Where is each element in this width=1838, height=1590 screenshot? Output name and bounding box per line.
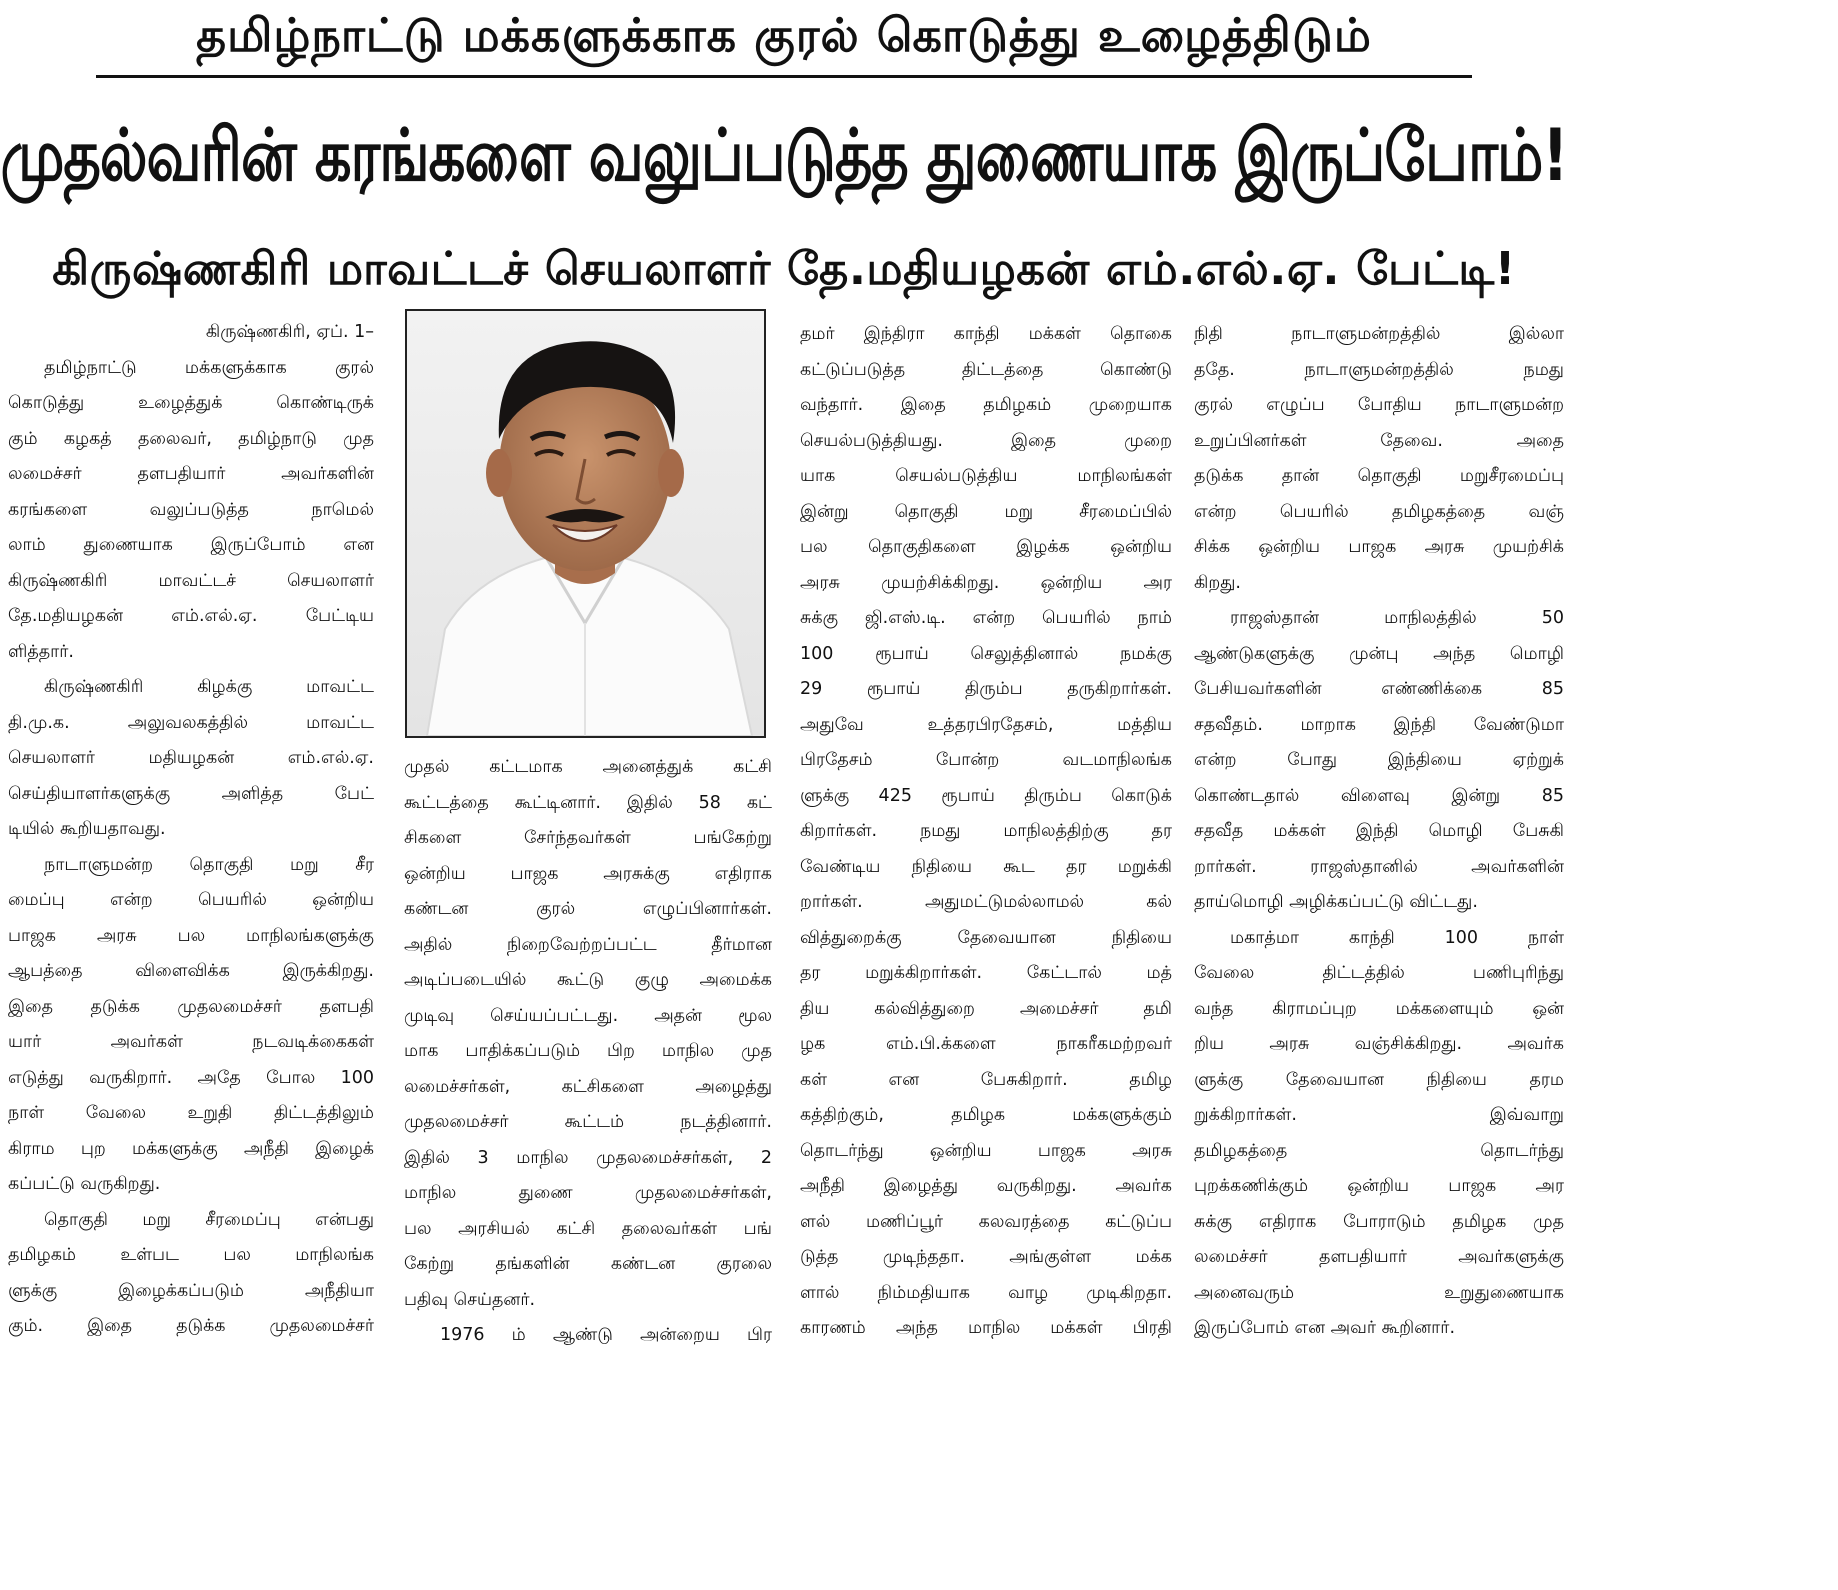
article-line: தடுக்க தான் தொகுதி மறுசீரமைப்பு [1194, 466, 1564, 486]
article-line: முடிவு செய்யப்பட்டது. அதன் மூல [404, 1005, 772, 1026]
article-line: அடிப்படையில் கூட்டு குழு அமைக்க [404, 970, 772, 990]
article-line: றார்கள். ராஜஸ்தானில் அவர்களின் [1194, 856, 1564, 877]
article-line: லமைச்சர் தளபதியார் அவர்களின் [8, 464, 374, 484]
article-line: சதவீதம். மாறாக இந்தி வேண்டுமா [1194, 714, 1564, 735]
article-line: முதல் கட்டமாக அனைத்துக் கட்சி [404, 757, 772, 777]
article-line: மகாத்மா காந்தி 100 நாள் [1230, 927, 1564, 948]
article-line: சிகளை சேர்ந்தவர்கள் பங்கேற்று [404, 828, 772, 848]
article-line: வேலை திட்டத்தில் பணிபுரிந்து [1194, 963, 1564, 983]
article-line: கும். இதை தடுக்க முதலமைச்சர் [8, 1316, 374, 1336]
article-line: றுக்கிறார்கள். இவ்வாறு [1194, 1105, 1564, 1125]
article-line: காரணம் அந்த மாநில மக்கள் பிரதி [800, 1318, 1172, 1338]
article-column-2 [404, 750, 772, 1354]
kicker-headline: தமிழ்நாட்டு மக்களுக்காக குரல் கொடுத்து உழைத்திடும் [196, 8, 1372, 62]
article-line: ளால் நிம்மதியாக வாழ முடிகிறதா. [800, 1282, 1172, 1303]
article-line: தமிழகம் உள்பட பல மாநிலங்க [8, 1245, 374, 1265]
article-line: லமைச்சர்கள், கட்சிகளை அழைத்து [404, 1076, 772, 1097]
article-line: 29 ரூபாய் திரும்ப தருகிறார்கள். [800, 679, 1172, 699]
article-line: திய கல்வித்துறை அமைச்சர் தமி [800, 998, 1172, 1019]
article-line: கட்டுப்படுத்த திட்டத்தை கொண்டு [800, 359, 1172, 380]
article-line: தமிழ்நாட்டு மக்களுக்காக குரல் [44, 357, 374, 378]
article-line: ராஜஸ்தான் மாநிலத்தில் 50 [1230, 608, 1564, 628]
article-line: டுத்த முடிந்ததா. அங்குள்ள மக்க [800, 1247, 1172, 1267]
article-line: வந்தார். இதை தமிழகம் முறையாக [800, 395, 1172, 415]
article-line: பல தொகுதிகளை இழக்க ஒன்றிய [800, 537, 1172, 557]
portrait-photo [405, 309, 766, 738]
article-line: றார்கள். அதுமட்டுமல்லாமல் கல் [800, 892, 1172, 912]
article-line: முதலமைச்சர் கூட்டம் நடத்தினார். [404, 1112, 772, 1132]
article-line: கொடுத்து உழைத்துக் கொண்டிருக் [8, 393, 374, 413]
article-line: ஒன்றிய பாஜக அரசுக்கு எதிராக [404, 863, 772, 884]
article-line: சுக்கு எதிராக போராடும் தமிழக முத [1194, 1211, 1564, 1232]
article-line: ளித்தார். [8, 641, 74, 662]
article-line: வேண்டிய நிதியை கூட தர மறுக்கி [800, 856, 1172, 877]
article-line: தொடர்ந்து ஒன்றிய பாஜக அரசு [800, 1140, 1172, 1161]
article-line: கேற்று தங்களின் கண்டன குரலை [404, 1254, 772, 1274]
article-line: என்ற பெயரில் தமிழகத்தை வஞ் [1194, 501, 1564, 522]
article-line: தர மறுக்கிறார்கள். கேட்டால் மத் [800, 963, 1172, 983]
article-line: நாள் வேலை உறுதி திட்டத்திலும் [8, 1103, 374, 1123]
article-column-3 [800, 317, 1172, 1347]
article-line: உறுப்பினர்கள் தேவை. அதை [1194, 430, 1564, 451]
article-line: பாஜக அரசு பல மாநிலங்களுக்கு [8, 925, 374, 946]
article-line: ஆபத்தை விளைவிக்க இருக்கிறது. [8, 961, 374, 981]
article-line: கப்பட்டு வருகிறது. [8, 1174, 161, 1194]
article-line: சிக்க ஒன்றிய பாஜக அரசு முயற்சிக் [1194, 537, 1564, 557]
article-line: தமிழகத்தை தொடர்ந்து [1194, 1140, 1564, 1161]
article-line: ததே. நாடாளுமன்றத்தில் நமது [1194, 359, 1564, 380]
article-line: டியில் கூறியதாவது. [8, 819, 166, 839]
article-line: கத்திற்கும், தமிழக மக்களுக்கும் [800, 1105, 1172, 1125]
article-line: செய்தியாளர்களுக்கு அளித்த பேட் [8, 783, 374, 804]
article-line: மாக பாதிக்கப்படும் பிற மாநில முத [404, 1041, 772, 1061]
article-line: அதில் நிறைவேற்றப்பட்ட தீர்மான [404, 934, 772, 955]
dateline: கிருஷ்ணகிரி, ஏப். 1– [205, 322, 374, 342]
article-line: ளல் மணிப்பூர் கலவரத்தை கட்டுப்ப [800, 1211, 1172, 1232]
article-line: சுக்கு ஜி.எஸ்.டி. என்ற பெயரில் நாம் [800, 608, 1172, 628]
article-line: லாம் துணையாக இருப்போம் என [8, 535, 374, 555]
article-line: மாநில துணை முதலமைச்சர்கள், [404, 1183, 772, 1203]
article-line: தே.மதியழகன் எம்.எல்.ஏ. பேட்டிய [8, 606, 374, 626]
article-line: புறக்கணிக்கும் ஒன்றிய பாஜக அர [1194, 1176, 1564, 1196]
article-line: குரல் எழுப்ப போதிய நாடாளுமன்ற [1194, 395, 1564, 415]
article-line: இதை தடுக்க முதலமைச்சர் தளபதி [8, 996, 374, 1017]
article-line: இருப்போம் என அவர் கூறினார். [1194, 1318, 1456, 1338]
article-line: பல அரசியல் கட்சி தலைவர்கள் பங் [404, 1218, 772, 1239]
article-line: மைப்பு என்ற பெயரில் ஒன்றிய [8, 890, 374, 910]
article-line: சதவீத மக்கள் இந்தி மொழி பேசுகி [1194, 821, 1564, 841]
sub-headline: கிருஷ்ணகிரி மாவட்டச் செயலாளர் தே.மதியழகன் எம்.எல்.ஏ. பேட்டி! [52, 242, 1516, 295]
article-line: கிறது. [1194, 572, 1241, 593]
article-line: செயல்படுத்தியது. இதை முறை [800, 430, 1172, 451]
article-line: இன்று தொகுதி மறு சீரமைப்பில் [800, 501, 1172, 522]
article-line: லமைச்சர் தளபதியார் அவர்களுக்கு [1194, 1247, 1564, 1267]
article-line: கிருஷ்ணகிரி மாவட்டச் செயலாளர் [8, 570, 374, 591]
article-line: அநீதி இழைத்து வருகிறது. அவர்க [800, 1176, 1172, 1196]
article-line: ஆண்டுகளுக்கு முன்பு அந்த மொழி [1194, 643, 1564, 664]
article-line: ளுக்கு இழைக்கப்படும் அநீதியா [8, 1280, 374, 1301]
person-portrait-icon [407, 311, 764, 736]
article-line: வந்த கிராமப்புற மக்களையும் ஒன் [1194, 998, 1564, 1019]
article-line: வித்துறைக்கு தேவையான நிதியை [800, 927, 1172, 948]
article-column-1 [8, 315, 374, 1345]
article-line: நிதி நாடாளுமன்றத்தில் இல்லா [1194, 324, 1564, 344]
main-headline: முதல்வரின் கரங்களை வலுப்படுத்த துணையாக இருப்போம்! [0, 113, 1568, 198]
article-line: பதிவு செய்தனர். [404, 1289, 536, 1310]
article-line: எடுத்து வருகிறார். அதே போல 100 [8, 1067, 374, 1088]
article-line: கரங்களை வலுப்படுத்த நாமெல் [8, 499, 374, 520]
article-line: கிராம புற மக்களுக்கு அநீதி இழைக் [8, 1138, 374, 1159]
article-line: பேசியவர்களின் எண்ணிக்கை 85 [1194, 679, 1564, 699]
kicker-rule [96, 75, 1472, 78]
article-line: தமர் இந்திரா காந்தி மக்கள் தொகை [800, 324, 1172, 344]
article-line: கிருஷ்ணகிரி கிழக்கு மாவட்ட [44, 677, 374, 697]
article-line: றிய அரசு வஞ்சிக்கிறது. அவர்க [1194, 1034, 1564, 1054]
article-line: பிரதேசம் போன்ற வடமாநிலங்க [800, 750, 1172, 770]
article-line: அரசு முயற்சிக்கிறது. ஒன்றிய அர [800, 572, 1172, 593]
article-line: 100 ரூபாய் செலுத்தினால் நமக்கு [800, 643, 1172, 664]
article-line: ளுக்கு 425 ரூபாய் திரும்ப கொடுக் [800, 785, 1172, 806]
article-line: நாடாளுமன்ற தொகுதி மறு சீர [44, 854, 374, 875]
article-line: கள் என பேசுகிறார். தமிழ [800, 1069, 1172, 1090]
article-line: 1976 ம் ஆண்டு அன்றைய பிர [440, 1325, 772, 1345]
article-line: ளுக்கு தேவையான நிதியை தரம [1194, 1069, 1564, 1090]
article-line: தி.மு.க. அலுவலகத்தில் மாவட்ட [8, 712, 374, 733]
article-line: கண்டன குரல் எழுப்பினார்கள். [404, 899, 772, 919]
article-line: இதில் 3 மாநில முதலமைச்சர்கள், 2 [404, 1147, 772, 1168]
article-line: ழக எம்.பி.க்களை நாகரீகமற்றவர் [800, 1034, 1172, 1054]
article-line: யார் அவர்கள் நடவடிக்கைகள் [8, 1032, 374, 1052]
article-line: தொகுதி மறு சீரமைப்பு என்பது [44, 1209, 374, 1230]
article-line: அதுவே உத்தரபிரதேசம், மத்திய [800, 714, 1172, 735]
article-line: செயலாளர் மதியழகன் எம்.எல்.ஏ. [8, 748, 374, 768]
article-column-4 [1194, 317, 1564, 1347]
article-line: கும் கழகத் தலைவர், தமிழ்நாடு முத [8, 428, 374, 449]
article-line: தாய்மொழி அழிக்கப்பட்டு விட்டது. [1194, 892, 1478, 912]
article-line: யாக செயல்படுத்திய மாநிலங்கள் [800, 466, 1172, 486]
article-line: கொண்டதால் விளைவு இன்று 85 [1194, 785, 1564, 806]
article-line: கிறார்கள். நமது மாநிலத்திற்கு தர [800, 821, 1172, 841]
article-line: என்ற போது இந்தியை ஏற்றுக் [1194, 750, 1564, 770]
article-line: கூட்டத்தை கூட்டினார். இதில் 58 கட் [404, 792, 772, 813]
article-line: அனைவரும் உறுதுணையாக [1194, 1282, 1564, 1303]
